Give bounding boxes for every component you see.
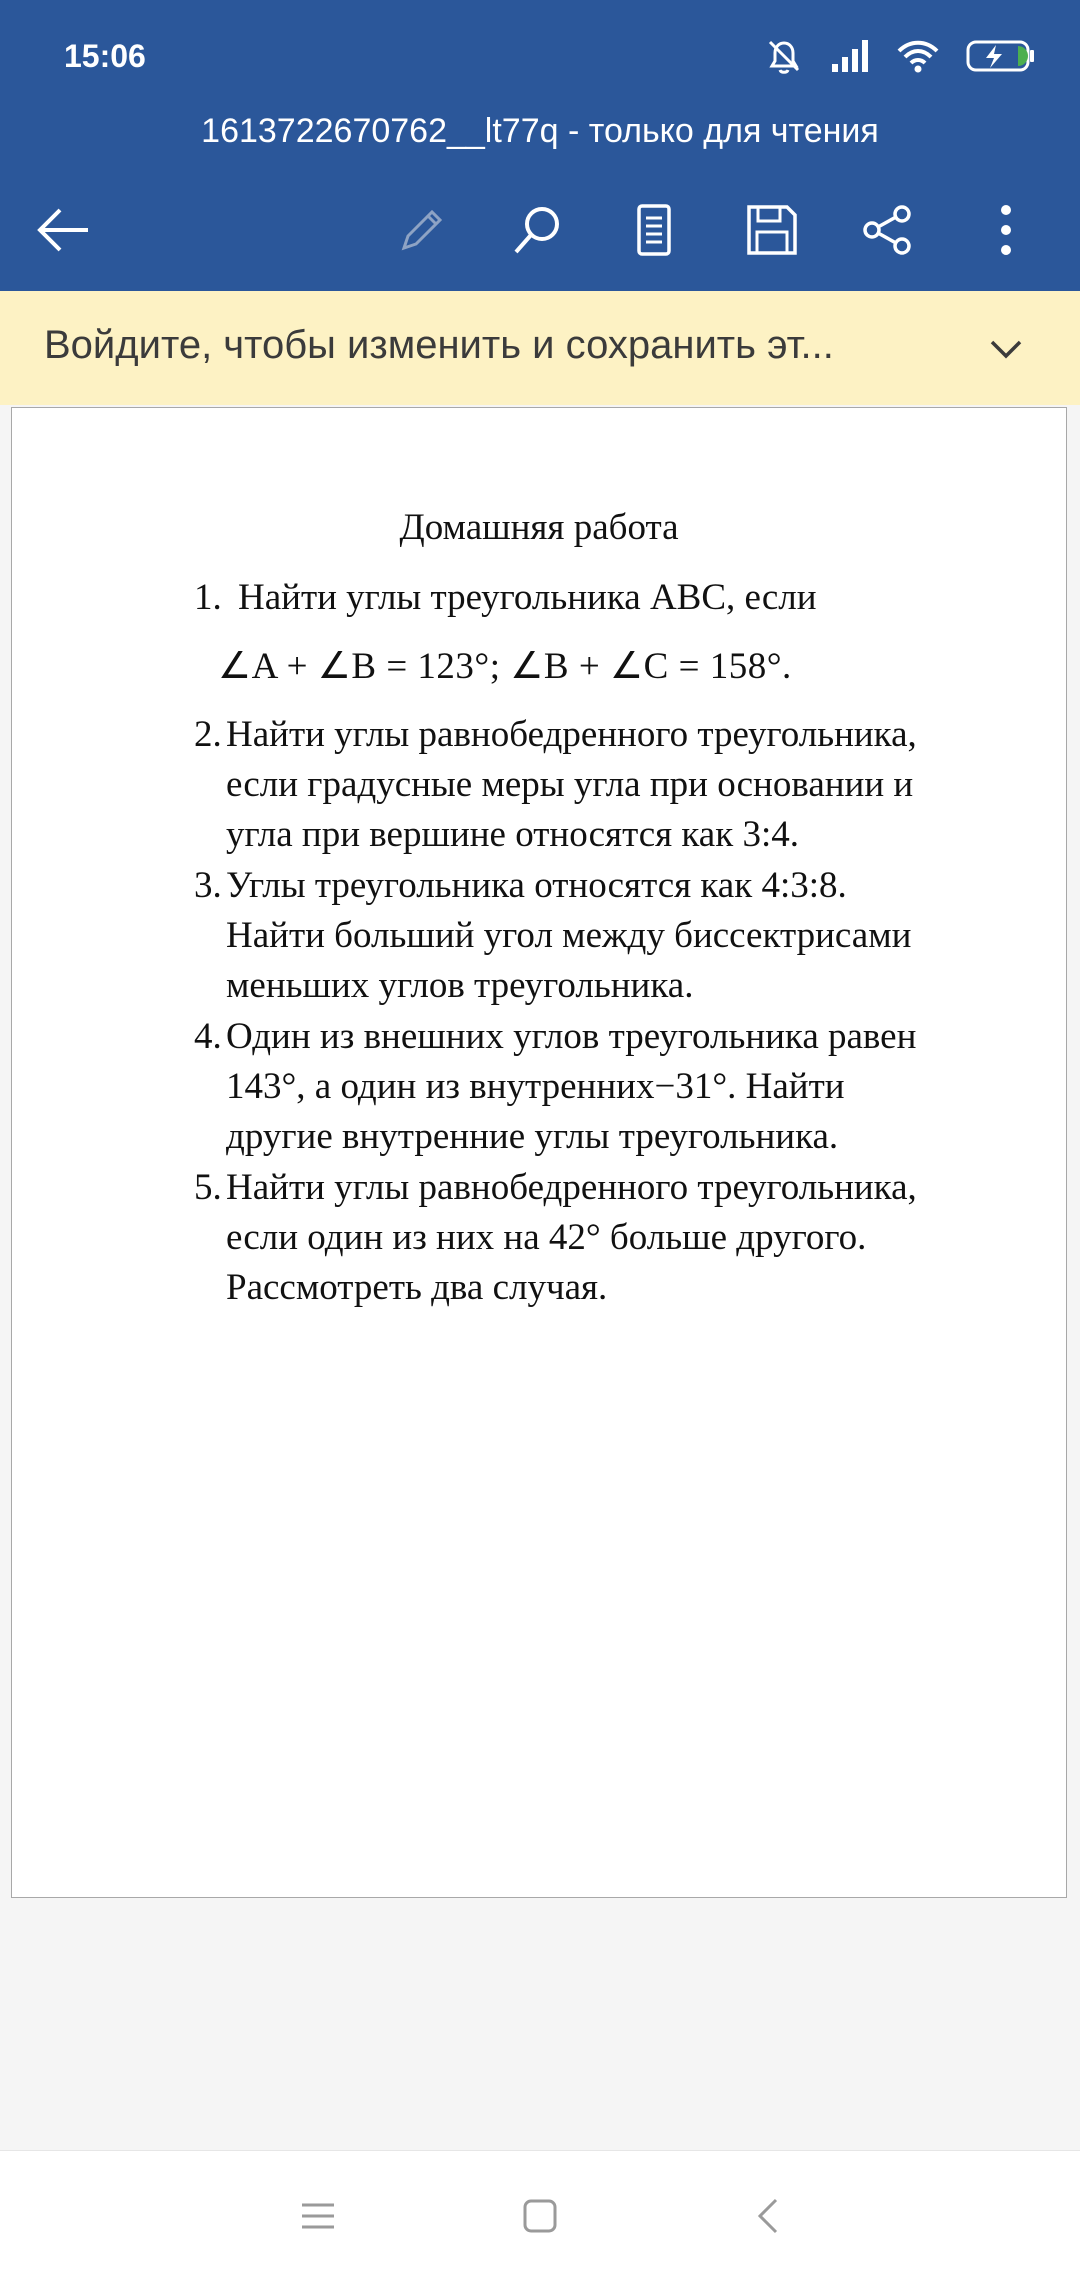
signin-banner[interactable]: [0, 291, 1080, 405]
question-line: Найти углы равнобедренного треугольника,: [226, 1167, 917, 1208]
reading-view-button[interactable]: [614, 190, 694, 270]
document-page[interactable]: [11, 407, 1067, 1898]
signal-icon: [830, 38, 870, 74]
question-line: угла при вершине относятся как 3:4.: [226, 814, 799, 855]
expand-banner-button[interactable]: [976, 321, 1036, 377]
battery-charging-icon: [966, 39, 1036, 73]
question-line: если градусные меры угла при основании и: [226, 764, 914, 805]
question-line: если один из них на 42° больше другого.: [226, 1217, 867, 1258]
home-button[interactable]: [510, 2186, 570, 2246]
alarm-off-icon: [764, 36, 804, 76]
back-button[interactable]: [24, 190, 104, 270]
reading-view-icon: [632, 202, 676, 258]
angle-formula: ∠A + ∠B = 123°; ∠B + ∠C = 158°.: [218, 646, 792, 687]
question-number: 2.: [194, 714, 222, 755]
question-number: 1.: [194, 577, 222, 618]
document-heading: Домашняя работа: [399, 507, 679, 548]
question-line: 143°, а один из внутренних−31°. Найти: [226, 1066, 845, 1107]
document-title: 1613722670762__lt77q - только для чтения: [201, 112, 879, 150]
save-button[interactable]: [732, 190, 812, 270]
more-options-button[interactable]: [966, 190, 1046, 270]
search-button[interactable]: [498, 190, 578, 270]
signin-banner-text: Войдите, чтобы изменить и сохранить эт...: [44, 323, 834, 367]
save-icon: [744, 202, 800, 258]
question-line: меньших углов треугольника.: [226, 965, 694, 1006]
question-line: другие внутренние углы треугольника.: [226, 1116, 839, 1157]
edit-button[interactable]: [382, 190, 462, 270]
recent-apps-button[interactable]: [288, 2186, 348, 2246]
status-icons: [764, 34, 1036, 78]
question-line: Найти больший угол между биссектрисами: [226, 915, 912, 956]
menu-icon: [300, 2201, 336, 2231]
more-vertical-icon: [996, 202, 1016, 258]
question-number: 4.: [194, 1016, 222, 1057]
square-icon: [522, 2198, 558, 2234]
status-time: 15:06: [64, 38, 146, 74]
question-line: Найти углы равнобедренного треугольника,: [226, 714, 917, 755]
pencil-icon: [394, 202, 450, 258]
share-button[interactable]: [848, 190, 928, 270]
system-back-button[interactable]: [738, 2186, 798, 2246]
search-icon: [510, 202, 566, 258]
chevron-down-icon: [988, 337, 1024, 361]
system-navigation-bar: [0, 2150, 1080, 2281]
arrow-left-icon: [34, 205, 94, 255]
question-line: Один из внешних углов треугольника равен: [226, 1016, 917, 1057]
question-line: Рассмотреть два случая.: [226, 1267, 608, 1308]
question-number: 3.: [194, 865, 222, 906]
share-icon: [860, 202, 916, 258]
question-line: Найти углы треугольника ABC, если: [238, 577, 817, 618]
question-line: Углы треугольника относятся как 4:3:8.: [226, 865, 847, 906]
chevron-left-icon: [756, 2197, 780, 2235]
question-number: 5.: [194, 1167, 222, 1208]
app-bar: [0, 0, 1080, 291]
wifi-icon: [896, 39, 940, 73]
